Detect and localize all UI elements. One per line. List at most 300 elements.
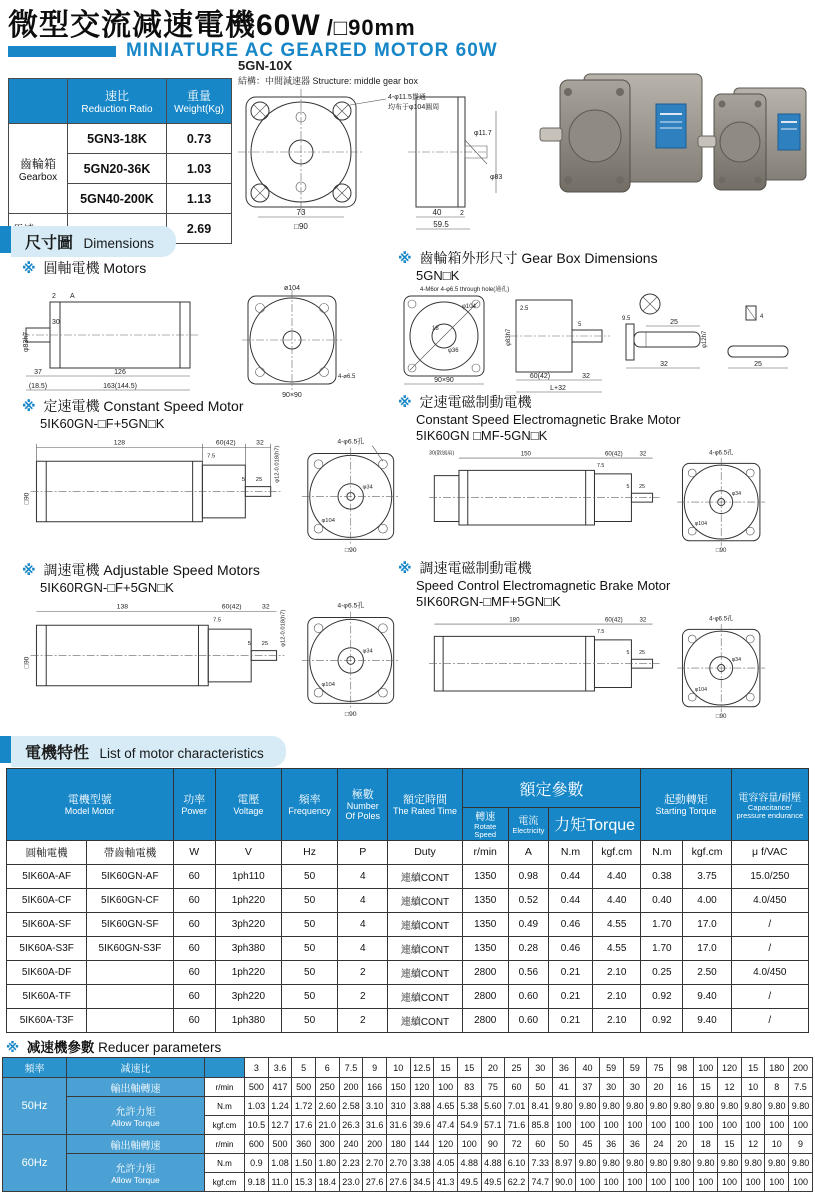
dim-126: 126 [114, 368, 126, 376]
unit-kgfcm: kgf.cm [205, 1173, 245, 1192]
adj-speed-model: 5IK60RGN-□F+5GN□K [40, 579, 174, 595]
cell: 5IK60GN-SF [87, 912, 173, 936]
cell: 連續CONT [388, 1008, 462, 1032]
cell: 2.70 [363, 1154, 387, 1173]
dim-2: 2 [460, 210, 464, 217]
cell: 2.23 [339, 1154, 363, 1173]
adj-brake-title-en: Speed Control Electromagnetic Brake Motor [416, 577, 671, 593]
cell: 2800 [462, 960, 508, 984]
cell: / [731, 1008, 808, 1032]
dim-36: φ36 [448, 347, 459, 354]
cell: 100 [741, 1173, 765, 1192]
current-en: Electricity [512, 826, 545, 836]
cell: 2.10 [593, 960, 641, 984]
dim-34: φ34 [731, 491, 742, 498]
cell: r/min [462, 840, 508, 864]
cell: 74.7 [528, 1173, 552, 1192]
cell: 310 [386, 1097, 410, 1116]
cell: 9.80 [623, 1097, 647, 1116]
ref-mark: ※ [22, 260, 36, 276]
rated-time-header [388, 769, 462, 841]
poles-header-en2: Of Poles [345, 811, 381, 822]
frequency-header [282, 769, 338, 841]
cell: 100 [599, 1116, 623, 1135]
cell: 9 [363, 1058, 387, 1078]
model-header-en: Model Motor [64, 806, 115, 817]
allow-torque-zh: 允許力矩 [115, 1164, 156, 1175]
dim-59-5: 59.5 [433, 220, 449, 229]
cell: 15 [694, 1078, 718, 1097]
dim-9-5: 9.5 [622, 315, 631, 322]
cell: 7.33 [528, 1154, 552, 1173]
cell: 連續CONT [388, 864, 462, 888]
dim-front-90: □90 [344, 710, 357, 718]
cell: 30 [528, 1058, 552, 1078]
cell: 100 [694, 1116, 718, 1135]
starting-torque-en: Starting Torque [655, 806, 717, 817]
cell: 39.6 [410, 1116, 434, 1135]
cell: 9.80 [718, 1154, 742, 1173]
const-speed-model: 5IK60GN-□F+5GN□K [40, 415, 165, 431]
cell: 100 [599, 1173, 623, 1192]
dim-7-5: 7.5 [596, 462, 605, 469]
cell: 120 [718, 1058, 742, 1078]
subtitle-accent-bar [8, 46, 116, 57]
cell: 9 [789, 1135, 813, 1154]
const-brake-block [398, 394, 798, 554]
cell: / [731, 912, 808, 936]
cell: 15.0/250 [731, 864, 808, 888]
dim-104: ø104 [284, 284, 300, 292]
cell: 2 [338, 984, 388, 1008]
cell [87, 1008, 173, 1032]
cell: 0.21 [548, 960, 592, 984]
cell: 50 [528, 1078, 552, 1097]
cell: 4.00 [683, 888, 731, 912]
characteristics-title-zh: 電機特性 [25, 745, 90, 762]
cell: 120 [434, 1135, 458, 1154]
cell: 20 [647, 1078, 671, 1097]
table-row [7, 1008, 809, 1032]
cell: 100 [789, 1173, 813, 1192]
cell: 500 [245, 1078, 269, 1097]
cell: 5IK60A-CF [7, 888, 87, 912]
poles-header-en1: Number [346, 801, 379, 812]
adj-brake-drawing [398, 610, 798, 720]
rated-time-header-en: The Rated Time [392, 806, 458, 817]
cell: 0.21 [548, 984, 592, 1008]
rated-params-header: 額定參數 [462, 769, 641, 808]
cell: 2.60 [315, 1097, 339, 1116]
cell: 1ph380 [215, 1008, 281, 1032]
frequency-header: 頻率 [3, 1058, 67, 1078]
freq-60hz: 60Hz [3, 1135, 67, 1192]
cell: 4.55 [593, 936, 641, 960]
dim-5: 5 [241, 476, 246, 483]
cell: / [731, 936, 808, 960]
cell: 360 [292, 1135, 316, 1154]
cell: 90 [481, 1135, 505, 1154]
const-brake-drawing [398, 444, 798, 554]
dim-60-42: 60(42) [215, 439, 236, 447]
gearbox-title-zh: 齒輪箱外形尺寸 [419, 250, 518, 266]
table-row [7, 888, 809, 912]
cell: 9.80 [647, 1154, 671, 1173]
reducer-title-zh: 减速機參數 [26, 1040, 95, 1055]
cell: 連續CONT [388, 960, 462, 984]
dim-25: 25 [639, 650, 645, 656]
cell [87, 960, 173, 984]
ref-mark: ※ [398, 394, 412, 410]
cell: 0.21 [548, 1008, 592, 1032]
cell: 36 [623, 1135, 647, 1154]
cell: N.m [548, 840, 592, 864]
cell: 20 [670, 1135, 694, 1154]
model-header-zh: 電機型號 [67, 794, 112, 807]
cell: 15.3 [292, 1173, 316, 1192]
cell: 47.4 [434, 1116, 458, 1135]
dim-bore: φ83h7 [23, 331, 30, 352]
dim-32: 32 [582, 372, 590, 380]
weight-cell: 1.03 [167, 154, 232, 184]
cell: 25 [505, 1058, 529, 1078]
dim-2: 2 [52, 292, 56, 300]
cell: 5.60 [481, 1097, 505, 1116]
cell: 60 [173, 936, 215, 960]
dim-34: φ34 [362, 648, 373, 655]
dim-length: 138 [116, 603, 129, 611]
cell: 0.44 [548, 864, 592, 888]
adj-brake-title-zh: 調速電磁制動電機 [419, 560, 532, 576]
cell: 200 [789, 1058, 813, 1078]
cell: 0.9 [245, 1154, 269, 1173]
adj-brake-block [398, 560, 798, 720]
rotate-speed-en: Rotate Speed [474, 822, 497, 840]
poles-header-zh: 極數 [351, 789, 374, 802]
cell: 9.80 [765, 1097, 789, 1116]
cell: 50 [282, 888, 338, 912]
cell: 17.0 [683, 912, 731, 936]
cell: 4.40 [593, 888, 641, 912]
power-header [173, 769, 215, 841]
cell: 9.18 [245, 1173, 269, 1192]
table-row [9, 124, 232, 154]
const-brake-model: 5IK60GN □MF-5GN□K [416, 427, 548, 443]
cell: 100 [670, 1116, 694, 1135]
cell: 1.08 [268, 1154, 292, 1173]
weight-zh: 重量 [186, 89, 211, 103]
frequency-header-zh: 頻率 [298, 794, 321, 807]
cell: 1ph220 [215, 960, 281, 984]
cell: 1.24 [268, 1097, 292, 1116]
const-speed-drawing [22, 432, 414, 554]
voltage-header-en: Voltage [233, 806, 264, 817]
dim-body-90: □90 [23, 492, 31, 504]
dim-25: 25 [639, 484, 645, 490]
capacitance-header [731, 769, 808, 841]
product-photo-2 [698, 88, 806, 190]
cell: 60 [173, 960, 215, 984]
cell: 60 [173, 888, 215, 912]
cell: 21.0 [315, 1116, 339, 1135]
cell: 2 [338, 1008, 388, 1032]
cell: 4.65 [434, 1097, 458, 1116]
const-speed-block [22, 398, 414, 554]
adj-speed-heading [22, 562, 414, 596]
cell: P [338, 840, 388, 864]
cell: 1.03 [245, 1097, 269, 1116]
reducer-title-en: Reducer parameters [98, 1040, 222, 1055]
cell: 31.6 [386, 1116, 410, 1135]
cell: 0.38 [641, 864, 683, 888]
allow-torque-en: Allow Torque [111, 1175, 160, 1185]
cell: 5 [292, 1058, 316, 1078]
cell: 0.49 [508, 912, 548, 936]
cell: 60 [173, 864, 215, 888]
dim-fan: 30(散風扇) [429, 450, 455, 457]
allow-torque-en: Allow Torque [111, 1118, 160, 1128]
dim-32: 32 [639, 450, 647, 458]
cell: 54.9 [457, 1116, 481, 1135]
cell: 100 [765, 1173, 789, 1192]
dim-2-5: 2.5 [520, 305, 529, 312]
reduction-ratio-zh: 速比 [104, 89, 129, 103]
cell: 100 [718, 1116, 742, 1135]
dim-30: 30 [52, 318, 60, 326]
gearhead-drawing [238, 87, 548, 237]
cell: 1ph110 [215, 864, 281, 888]
cell: 100 [647, 1173, 671, 1192]
output-speed-label: 輸出軸轉速 [67, 1135, 205, 1154]
cell: 1.80 [315, 1154, 339, 1173]
cell: 9.80 [599, 1097, 623, 1116]
cell: 0.46 [548, 912, 592, 936]
gearbox-label-zh: 齒輪箱 [19, 156, 56, 171]
power-header-en: Power [181, 806, 207, 817]
cell: 5IK60A-TF [7, 984, 87, 1008]
cell: 0.98 [508, 864, 548, 888]
motors-drawing-block [22, 260, 392, 400]
cell: 9.80 [694, 1154, 718, 1173]
cell: 12 [718, 1078, 742, 1097]
cell: 9.80 [789, 1097, 813, 1116]
ratio-cell: 5GN20-36K [68, 154, 167, 184]
cell: 4.40 [593, 864, 641, 888]
cell: 3.10 [363, 1097, 387, 1116]
cell: 71.6 [505, 1116, 529, 1135]
cell: 166 [363, 1078, 387, 1097]
cell: 100 [670, 1173, 694, 1192]
cell: 100 [576, 1173, 600, 1192]
cell: 37 [576, 1078, 600, 1097]
cell: 100 [741, 1116, 765, 1135]
motors-title: 圓軸電機 Motors [43, 260, 147, 276]
cell: 1350 [462, 888, 508, 912]
const-brake-title-en: Constant Speed Electromagnetic Brake Motor [416, 411, 681, 427]
cell [87, 984, 173, 1008]
cell: 18.4 [315, 1173, 339, 1192]
page-title-suffix: /□90mm [326, 15, 416, 40]
cell: 100 [457, 1135, 481, 1154]
cell: 連續CONT [388, 912, 462, 936]
ref-mark: ※ [22, 562, 36, 578]
freq-50hz: 50Hz [3, 1078, 67, 1135]
unit-kgfcm: kgf.cm [205, 1116, 245, 1135]
table-row [7, 864, 809, 888]
cell: 2.58 [339, 1097, 363, 1116]
cell: 0.25 [641, 960, 683, 984]
dim-bore: φ83h7 [506, 328, 512, 346]
cell: 5IK60GN-CF [87, 888, 173, 912]
cell: 4 [338, 888, 388, 912]
motors-heading [22, 260, 392, 278]
cell: 4.0/450 [731, 960, 808, 984]
product-photo-1 [540, 74, 702, 192]
cell: 3.75 [683, 864, 731, 888]
dim-4holes: 4-φ6.5孔 [709, 615, 734, 623]
cell: 連續CONT [388, 888, 462, 912]
cell: 圓軸電機 [7, 840, 87, 864]
dim-front-90: □90 [715, 547, 727, 554]
dim-40: 40 [432, 208, 442, 217]
cell: 240 [339, 1135, 363, 1154]
dim-length: 128 [113, 439, 126, 447]
cell: 4 [338, 912, 388, 936]
cell: 200 [363, 1135, 387, 1154]
page-subtitle: MINIATURE AC GEARED MOTOR 60W [126, 40, 498, 61]
unit-rmin: r/min [205, 1135, 245, 1154]
cell: 5IK60A-S3F [7, 936, 87, 960]
dim-25: 25 [261, 640, 269, 647]
cell: 120 [410, 1078, 434, 1097]
gearbox-label [9, 124, 68, 214]
voltage-header-zh: 電壓 [237, 794, 260, 807]
dim-163: 163(144.5) [103, 382, 137, 390]
cell: kgf.cm [683, 840, 731, 864]
cell: 15 [718, 1135, 742, 1154]
cell: 62.2 [505, 1173, 529, 1192]
dim-32: 32 [639, 616, 647, 624]
cell: 200 [339, 1078, 363, 1097]
cell: 60 [173, 984, 215, 1008]
cell: 10 [741, 1078, 765, 1097]
cell: 0.56 [508, 960, 548, 984]
unit-nm: N.m [205, 1154, 245, 1173]
cell: 60 [173, 912, 215, 936]
cell: 7.5 [339, 1058, 363, 1078]
cell: 9.80 [576, 1154, 600, 1173]
cell: 4.55 [593, 912, 641, 936]
cell: 連續CONT [388, 936, 462, 960]
cell: 12 [741, 1135, 765, 1154]
cell: 5IK60A-T3F [7, 1008, 87, 1032]
cell: 0.52 [508, 888, 548, 912]
cell: 0.40 [641, 888, 683, 912]
row-50hz-nm [3, 1097, 813, 1116]
cell: 100 [623, 1173, 647, 1192]
cell: 100 [694, 1058, 718, 1078]
weight-cell: 2.69 [167, 214, 232, 244]
gearhead-model: 5GN-10X [238, 58, 293, 73]
cell: 0.60 [508, 1008, 548, 1032]
cell: 3ph220 [215, 984, 281, 1008]
cell: 100 [623, 1116, 647, 1135]
rated-time-header-zh: 額定時間 [403, 794, 447, 807]
cell: 250 [315, 1078, 339, 1097]
weight-cell: 0.73 [167, 124, 232, 154]
cell: 4.05 [434, 1154, 458, 1173]
cell: 0.92 [641, 1008, 683, 1032]
page-title-zh: 微型交流减速電機60W [8, 9, 321, 42]
allow-torque-label [67, 1154, 205, 1192]
dim-5: 5 [247, 640, 251, 647]
motor-characteristics-table [6, 768, 809, 1033]
poles-header [338, 769, 388, 841]
cell: 1350 [462, 912, 508, 936]
ref-mark: ※ [398, 250, 412, 266]
cell: 50 [552, 1135, 576, 1154]
cell: 100 [789, 1116, 813, 1135]
cell: 500 [268, 1135, 292, 1154]
cell: 100 [718, 1173, 742, 1192]
dim-104: φ104 [694, 686, 708, 693]
cell: 1.50 [292, 1154, 316, 1173]
table-row [7, 912, 809, 936]
cell: 4.88 [481, 1154, 505, 1173]
cell: 30 [623, 1078, 647, 1097]
dim-4holes: 4-φ6.5孔 [337, 602, 365, 610]
dim-12h7: φ12h7 [702, 330, 708, 348]
characteristics-section-header [11, 736, 286, 767]
cell: 9.80 [741, 1097, 765, 1116]
cell: Duty [388, 840, 462, 864]
cell: 9.40 [683, 1008, 731, 1032]
gearbox-drawing-block [398, 250, 808, 396]
cell: 1.70 [641, 936, 683, 960]
cell: 300 [315, 1135, 339, 1154]
cell: 1350 [462, 936, 508, 960]
cell: 60 [505, 1078, 529, 1097]
cell: 1.72 [292, 1097, 316, 1116]
cell: 23.0 [339, 1173, 363, 1192]
cell: 9.80 [647, 1097, 671, 1116]
cell: 0.44 [548, 888, 592, 912]
cell: 417 [268, 1078, 292, 1097]
section-edge-marker [0, 736, 11, 763]
cell: 85.8 [528, 1116, 552, 1135]
cell: 0.92 [641, 984, 683, 1008]
dim-body-90: □90 [23, 656, 31, 668]
label-holes: 4-φ11.5貫通 [388, 94, 426, 101]
cell: 75 [481, 1078, 505, 1097]
cell: 0.60 [508, 984, 548, 1008]
reducer-section-title [6, 1036, 221, 1056]
cell: 34.5 [410, 1173, 434, 1192]
cell: 9.80 [789, 1154, 813, 1173]
adj-brake-model: 5IK60RGN-□MF+5GN□K [416, 593, 561, 609]
cell: 2 [338, 960, 388, 984]
cell: 50 [282, 1008, 338, 1032]
cell: 2.50 [683, 960, 731, 984]
cell: 50 [282, 912, 338, 936]
cell: 60 [173, 1008, 215, 1032]
cell: 3ph380 [215, 936, 281, 960]
dim-25: 25 [670, 318, 678, 326]
cell: 100 [694, 1173, 718, 1192]
dim-104: φ104 [321, 681, 336, 688]
cell: 3.38 [410, 1154, 434, 1173]
cell: 15 [457, 1058, 481, 1078]
